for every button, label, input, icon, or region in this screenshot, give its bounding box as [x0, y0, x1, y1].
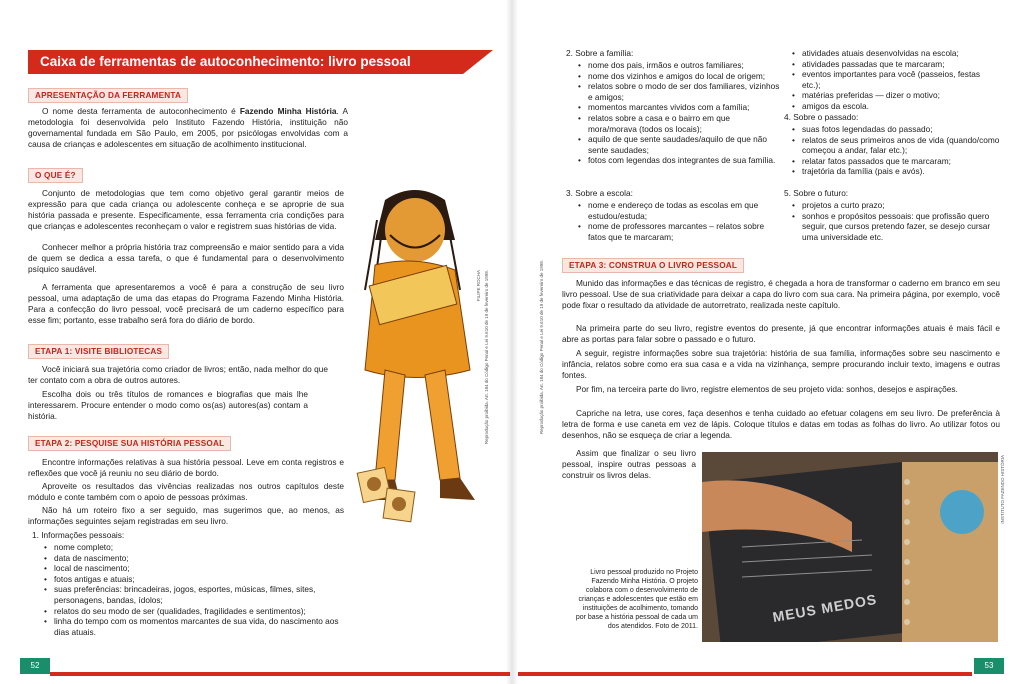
etapa3-paragraph-2: Na primeira parte do seu livro, registre eventos do presente, já que encontrar informações atuais é mais fácil e abre as portas para falar sobre o passado e o futuro.: [562, 323, 1000, 344]
list1-title: 1. Informações pessoais:: [32, 530, 125, 540]
page-title: Caixa de ferramentas de autoconhecimento: livro pessoal: [28, 50, 463, 74]
section-etapa2-heading: ETAPA 2: PESQUISE SUA HISTÓRIA PESSOAL: [28, 436, 231, 451]
list-item: • nome completo;: [42, 542, 342, 553]
list1: [42, 542, 342, 637]
list5: [790, 200, 1000, 242]
etapa3-paragraph-5: Capriche na letra, use cores, faça desenhos e tenha cuidado ao efetuar colagens em seu livro. De preferência à letra de forma e use caneta em vez de lápis. Coloque títulos e datas em todas as folhas do livro. Ao utilizar fotos ou desenhos, não se esqueça de criar a legenda.: [562, 408, 1000, 440]
list-item: • local de nascimento;: [42, 563, 342, 574]
etapa2-paragraph-2: Aproveite os resultados das vivências realizadas nos outros capítulos deste módulo e conte também com o apoio de pessoas próximas.: [28, 481, 344, 502]
list-item: • trajetória da família (pais e avós).: [790, 166, 1000, 177]
list-item: • aquilo de que sente saudades/aquilo de que não sente saudades;: [576, 134, 780, 155]
list-item: • amigos da escola.: [790, 101, 1000, 112]
etapa3-paragraph-3: A seguir, registre informações sobre sua trajetória: história de sua família, informações sobre seu nascimento e infância, relatos sobre como era sua casa e a vida na vizinhança, sempre procurando incluir texto, imagens e outras fontes.: [562, 348, 1000, 380]
etapa1-paragraph-2: Escolha dois ou três títulos de romances e biografias que mais lhe interessarem. Procure entender o modo como os(as) autores(as) contam a história.: [28, 389, 308, 421]
list-item: • atividades atuais desenvolvidas na escola;: [790, 48, 1000, 59]
photo-credit: INSTITUTO FAZENDO HISTÓRIA: [1000, 455, 1005, 524]
section-oque-heading: O QUE É?: [28, 168, 83, 183]
etapa3-paragraph-1: Munido das informações e das técnicas de registro, é chegada a hora de transformar o caderno em branco em seu livro pessoal. Use de sua criatividade para deixar a capa do livro com sua cara. Na primeira página, por exemplo, você pode fixar o resultado da atividade de autorretrato, realizada neste capítulo.: [562, 278, 1000, 310]
bottom-bar-right: [518, 672, 972, 676]
apresentacao-text: O nome desta ferramenta de autoconhecimento é Fazendo Minha História. A metodologia foi desenvolvida pelo Instituto Fazendo História, instituição não governamental fundada em São Paulo, em 2005, por psicólogas envolvidas com a causa de crianças e adolescentes em situação de acolhimento institucional.: [28, 106, 348, 149]
page-number-left: 52: [20, 658, 50, 674]
list-item: • suas preferências: brincadeiras, jogos, esportes, músicas, filmes, sites, personagens, bandas, ídolos;: [42, 584, 342, 605]
oque-paragraph-3: A ferramenta que apresentaremos a você é para a construção de seu livro pessoal, uma adaptação de uma das etapas do Programa Fazendo Minha História. Para a confecção do livro pessoal, você precisará de um caderno específico para esse fim; portanto, esse trabalho será fora do diário de bordo.: [28, 282, 344, 325]
list-item: • relatos sobre o modo de ser dos familiares, vizinhos e amigos;: [576, 81, 780, 102]
oque-paragraph-2: Conhecer melhor a própria história traz compreensão e maior sentido para a vida de quem se dedica a essa tarefa, o que é fundamental para o desenvolvimento psíquico saudável.: [28, 242, 344, 274]
list-item: • nome dos vizinhos e amigos do local de origem;: [576, 71, 780, 82]
list-item: • nome dos pais, irmãos e outros familiares;: [576, 60, 780, 71]
list-item: • relatos de seus primeiros anos de vida (quando/como começou a andar, falar etc.);: [790, 135, 1000, 156]
list-item: • relatos do seu modo de ser (qualidades, fragilidades e sentimentos);: [42, 606, 342, 617]
list-item: • eventos importantes para você (passeios, festas etc.);: [790, 69, 1000, 90]
photo-cards-illustration: [355, 460, 425, 530]
book-photo: [702, 452, 998, 642]
list3-title: 3. Sobre a escola:: [566, 188, 633, 198]
list-item: • relatos sobre a casa e o bairro em que mora/morava (todos os locais);: [576, 113, 780, 134]
list-item: • linha do tempo com os momentos marcantes de sua vida, do nascimento aos dias atuais.: [42, 616, 342, 637]
etapa2-paragraph-1: Encontre informações relativas à sua história pessoal. Leve em conta registros e reflexões que você já reuniu no seu diário de bordo.: [28, 457, 344, 478]
photo-caption: Livro pessoal produzido no Projeto Fazendo Minha História. O projeto colabora com o desenvolvimento de crianças e adolescentes que estão em instituições de acolhimento, tomando por base a história pessoal de cada um dos atendidos. Foto de 2011.: [575, 569, 698, 630]
etapa1-paragraph-1: Você iniciará sua trajetória como criador de livros; então, nada melhor do que ter contato com a obra de outros autores.: [28, 364, 328, 385]
photo-book-text: MEUS MEDOS: [771, 590, 879, 626]
section-etapa1-heading: ETAPA 1: VISITE BIBLIOTECAS: [28, 344, 169, 359]
section-apresentacao-heading: APRESENTAÇÃO DA FERRAMENTA: [28, 88, 188, 103]
list-item: • momentos marcantes vividos com a família;: [576, 102, 780, 113]
list-item: • nome e endereço de todas as escolas em que estudou/estuda;: [576, 200, 780, 221]
legal-notice-right: Reprodução proibida. Art. 184 do Código Penal e Lei 9.610 de 19 de fevereiro de 1998.: [539, 260, 544, 435]
bottom-bar-left: [50, 672, 510, 676]
list-item: • relatar fatos passados que te marcaram;: [790, 156, 1000, 167]
etapa3-paragraph-4: Por fim, na terceira parte do livro, registre elementos de seu projeto vida: sonhos, desejos e aspirações.: [576, 384, 958, 394]
list-item: • atividades passadas que te marcaram;: [790, 59, 1000, 70]
etapa3-paragraph-6: Assim que finalizar o seu livro pessoal, inspire outras pessoas a construir os livros delas.: [562, 448, 696, 480]
page-number-right: 53: [974, 658, 1004, 674]
list5-title: 5. Sobre o futuro:: [784, 188, 849, 198]
list-item: • data de nascimento;: [42, 553, 342, 564]
list-item: • fotos com legendas dos integrantes de sua família.: [576, 155, 780, 166]
list-item: • projetos a curto prazo;: [790, 200, 1000, 211]
list-item: • matérias preferidas — dizer o motivo;: [790, 90, 1000, 101]
oque-paragraph-1: Conjunto de metodologias que tem como objetivo geral garantir meios de expressão para que cada criança ou adolescente conheça e se aproprie de sua história passada e presente. Especificamente, essa ferramenta cria condições para que crianças e adolescentes reconheçam o valor e registrem suas histórias de vida.: [28, 188, 344, 231]
list-item: • nome de professores marcantes – relatos sobre fatos que te marcaram;: [576, 221, 780, 242]
list3: [576, 200, 780, 242]
list2-title: 2. Sobre a família:: [566, 48, 634, 58]
legal-notice-left: Reprodução proibida. Art. 184 do Código Penal e Lei 9.610 de 19 de fevereiro de 1998.: [484, 270, 489, 445]
etapa2-paragraph-3: Não há um roteiro fixo a ser seguido, mas sugerimos que, ao menos, as informações seguintes sejam registradas em seu livro.: [28, 505, 344, 526]
list2: [576, 60, 780, 166]
list-item: • fotos antigas e atuais;: [42, 574, 342, 585]
list-item: • sonhos e propósitos pessoais: que profissão quero seguir, que cursos pretendo fazer, se desejo cursar uma universidade etc.: [790, 211, 1000, 243]
page-gutter: [506, 0, 518, 684]
list3-continued: [790, 48, 1000, 112]
section-etapa3-heading: ETAPA 3: CONSTRUA O LIVRO PESSOAL: [562, 258, 744, 273]
list4: [790, 124, 1000, 177]
list4-title: 4. Sobre o passado:: [784, 112, 859, 122]
illustration-credit: FILIPE ROCHA: [476, 270, 481, 302]
list-item: • suas fotos legendadas do passado;: [790, 124, 1000, 135]
